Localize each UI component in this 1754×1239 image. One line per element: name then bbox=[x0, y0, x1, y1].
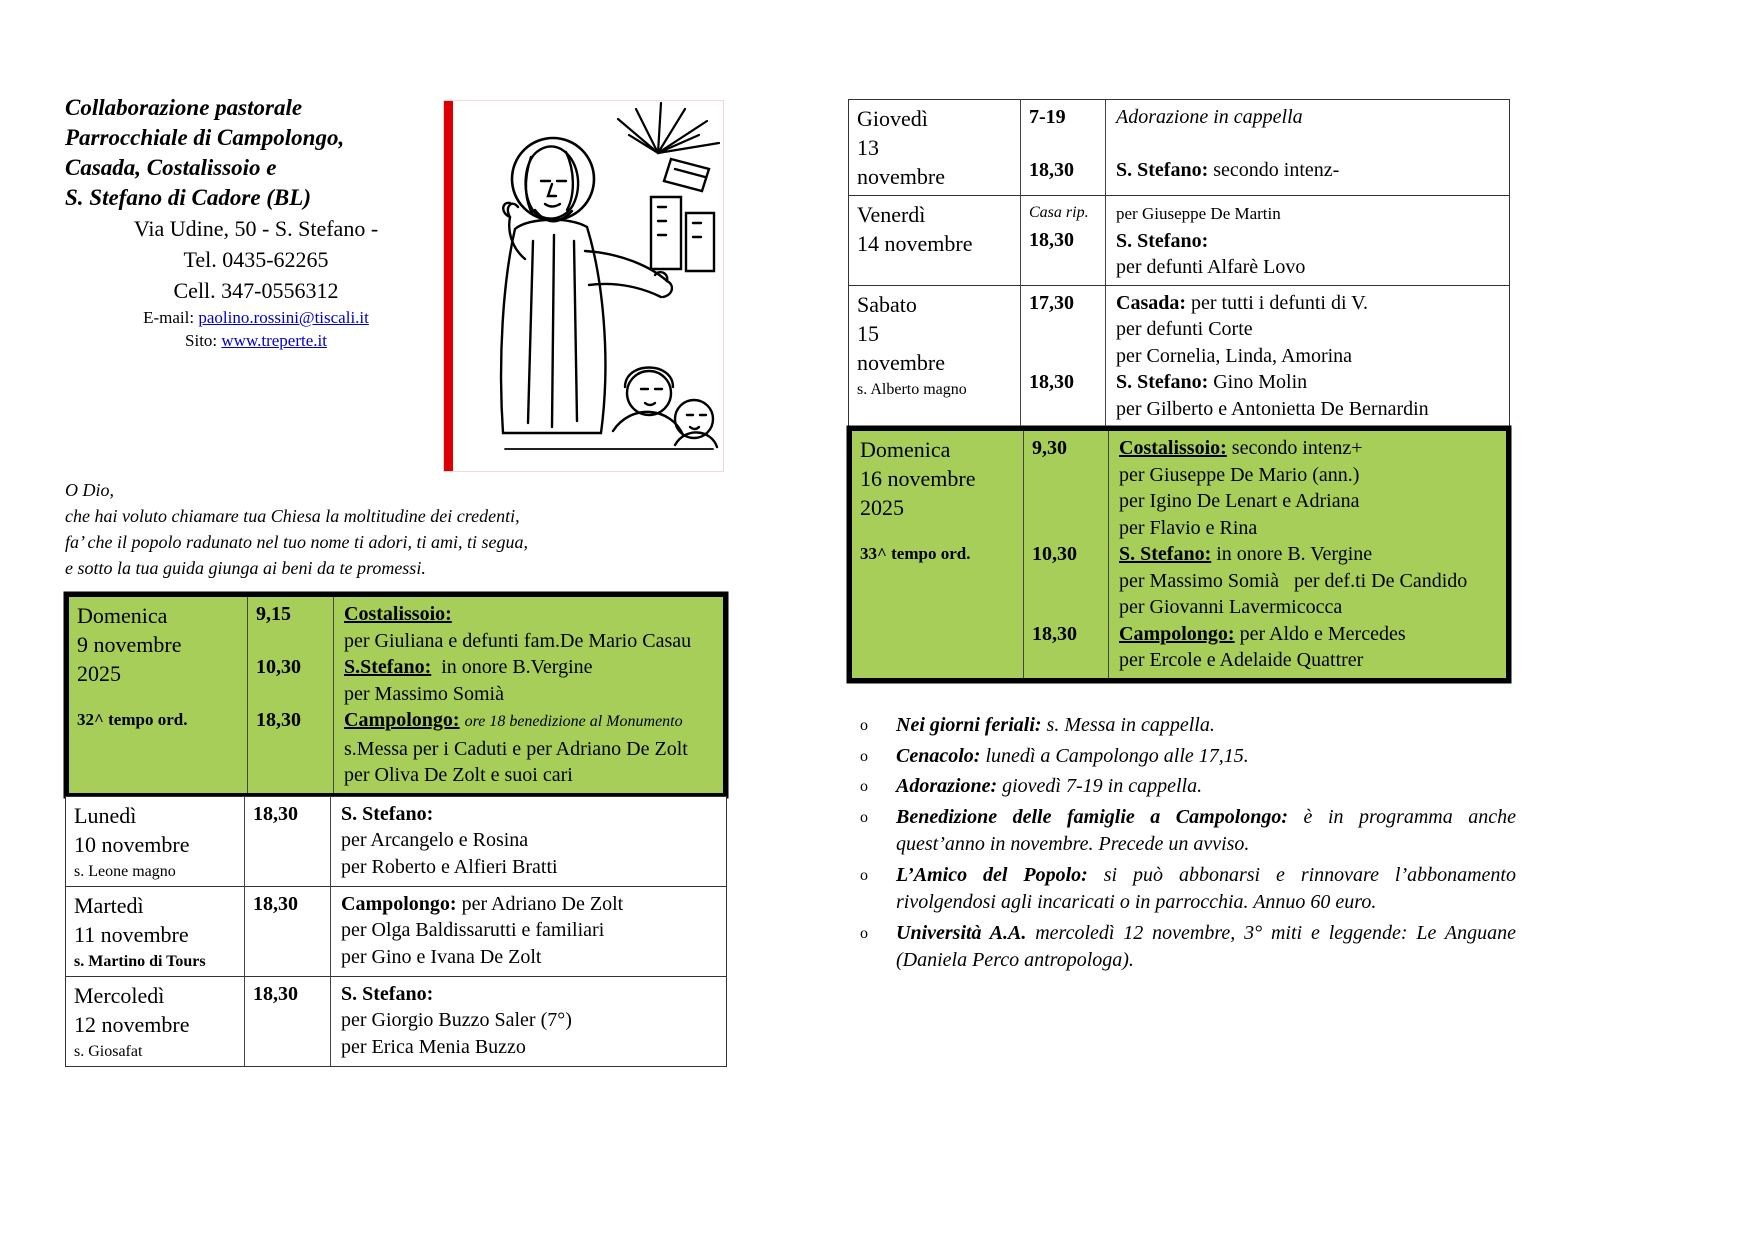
schedule-time-cell bbox=[245, 977, 331, 1066]
parish-title-line: Parrocchiale di Campolongo, bbox=[65, 125, 345, 150]
mass-time bbox=[1032, 515, 1106, 542]
notice-item bbox=[848, 804, 1516, 859]
mass-time bbox=[1029, 343, 1103, 370]
intention-segment: S.Stefano: bbox=[344, 656, 432, 678]
intention-segment: S. Stefano: bbox=[341, 982, 434, 1005]
schedule-day: novembre bbox=[857, 349, 945, 375]
schedule-day: Venerdì bbox=[857, 202, 926, 227]
notice-body: giovedì 7-19 in cappella. bbox=[997, 775, 1203, 797]
mass-time bbox=[253, 917, 328, 944]
schedule-day: 2025 bbox=[860, 495, 904, 520]
schedule-day-cell bbox=[66, 977, 245, 1066]
website-link[interactable]: www.treperte.it bbox=[221, 331, 327, 350]
mass-intention-line bbox=[1116, 254, 1507, 281]
mass-time bbox=[1029, 316, 1103, 343]
schedule-day: 13 bbox=[857, 135, 879, 160]
mass-time bbox=[253, 1007, 328, 1034]
mass-time: 18,30 bbox=[1032, 622, 1077, 645]
schedule-day: 15 bbox=[857, 320, 879, 346]
parish-header bbox=[65, 93, 447, 352]
opening-prayer bbox=[65, 477, 705, 581]
email-line bbox=[65, 306, 447, 329]
schedule-day-cell bbox=[849, 100, 1021, 195]
intention-segment: per tutti i defunti di V. bbox=[1186, 291, 1369, 314]
notice-text bbox=[896, 920, 1516, 975]
notice-bullet: o bbox=[860, 808, 868, 826]
mass-intention-line bbox=[344, 601, 721, 628]
schedule-right-row bbox=[848, 195, 1510, 286]
schedule-day: Sabato bbox=[857, 291, 917, 317]
liturgical-note: s. Giosafat bbox=[74, 1042, 143, 1060]
schedule-time-cell bbox=[248, 597, 334, 793]
notice-body: è in programma anche quest’anno in novembre. Precede un avviso. bbox=[896, 805, 1516, 855]
schedule-content-cell bbox=[331, 887, 726, 976]
intention-segment: per Adriano De Zolt bbox=[456, 892, 624, 915]
mass-time: Casa rip. bbox=[1029, 204, 1089, 221]
intention-segment: per Ercole e Adelaide Quattrer bbox=[1119, 649, 1364, 671]
schedule-day: Lunedì bbox=[74, 802, 137, 828]
schedule-content-cell bbox=[334, 597, 723, 793]
schedule-day-cell bbox=[849, 196, 1021, 285]
intention-segment: S. Stefano: bbox=[341, 802, 434, 825]
mass-intention-line bbox=[1116, 343, 1507, 370]
mass-intention-line bbox=[1116, 104, 1507, 131]
intention-segment: Campolongo: bbox=[1119, 622, 1235, 645]
liturgical-note: s. Leone magno bbox=[74, 862, 176, 880]
email-link[interactable]: paolino.rossini@tiscali.it bbox=[198, 308, 369, 327]
intention-segment: per defunti Corte bbox=[1116, 318, 1253, 340]
notice-text bbox=[896, 862, 1516, 917]
mass-time: 9,30 bbox=[1032, 437, 1067, 459]
mass-intention-line bbox=[1119, 647, 1504, 674]
intention-segment: Costalissoio: bbox=[344, 603, 452, 625]
notice-bullet: o bbox=[860, 778, 868, 795]
mass-intention-line bbox=[1119, 435, 1504, 462]
parish-title-line: Collaborazione pastorale bbox=[65, 95, 303, 120]
mass-time bbox=[1032, 462, 1106, 489]
jesus-line-art-drawing bbox=[453, 101, 725, 473]
notice-item bbox=[848, 862, 1516, 917]
parish-notices bbox=[848, 712, 1516, 978]
intention-segment: Casada: bbox=[1116, 291, 1187, 314]
schedule-time-cell bbox=[245, 797, 331, 886]
mass-intention-line bbox=[1119, 462, 1504, 489]
mass-time bbox=[1029, 131, 1103, 158]
notice-lead: Cenacolo: bbox=[896, 744, 981, 767]
intention-segment: per Massimo Somià per def.ti De Candido bbox=[1119, 569, 1468, 592]
red-accent-bar bbox=[444, 101, 453, 471]
liturgical-note: s. Alberto magno bbox=[857, 380, 967, 398]
mass-intention-line bbox=[1119, 621, 1504, 648]
mass-time: 9,15 bbox=[256, 603, 291, 625]
mass-time: 10,30 bbox=[256, 656, 301, 678]
mass-time bbox=[253, 827, 328, 854]
notice-bullet: o bbox=[860, 717, 868, 734]
liturgical-note: 32^ tempo ord. bbox=[77, 710, 188, 729]
intention-segment: per Gino e Ivana De Zolt bbox=[341, 945, 542, 968]
mass-intention-line bbox=[1116, 131, 1507, 158]
mass-time: 18,30 bbox=[253, 802, 298, 825]
schedule-time-cell bbox=[245, 887, 331, 976]
mass-time bbox=[256, 628, 331, 655]
notice-item bbox=[848, 743, 1516, 771]
intention-segment: Campolongo: bbox=[344, 709, 460, 731]
schedule-day: novembre bbox=[857, 164, 945, 189]
schedule-content-cell bbox=[1106, 286, 1509, 427]
notice-text bbox=[896, 712, 1516, 740]
intention-segment: s.Messa per i Caduti e per Adriano De Zolt bbox=[344, 737, 688, 760]
mass-time: 17,30 bbox=[1029, 291, 1074, 314]
intention-segment: per Gilberto e Antonietta De Bernardin bbox=[1116, 397, 1429, 420]
mass-intention-line bbox=[341, 1007, 724, 1034]
schedule-time-cell bbox=[1021, 100, 1106, 195]
schedule-content-cell bbox=[331, 977, 726, 1066]
mass-intention-line bbox=[344, 707, 721, 736]
schedule-right-row bbox=[848, 99, 1510, 196]
mass-time bbox=[1029, 396, 1103, 423]
schedule-day-cell bbox=[852, 431, 1024, 678]
notice-lead: Università A.A. bbox=[896, 921, 1027, 944]
schedule-day: 11 novembre bbox=[74, 921, 189, 947]
notice-bullet: o bbox=[860, 747, 868, 765]
intention-segment: per Massimo Somià bbox=[344, 682, 504, 705]
mass-schedule-table-left bbox=[65, 593, 727, 1067]
schedule-day: 2025 bbox=[77, 661, 121, 686]
intention-segment: S. Stefano: bbox=[1116, 229, 1209, 252]
mass-intention-line bbox=[1116, 157, 1507, 184]
mass-intention-line bbox=[341, 854, 724, 881]
mass-time bbox=[253, 944, 328, 971]
notice-body: si può abbonarsi e rinnovare l’abbonamento rivolgendosi agli incaricati o in parrocchia. Annuo 60 euro. bbox=[896, 863, 1516, 913]
mass-intention-line bbox=[344, 736, 721, 763]
mass-time bbox=[1029, 253, 1103, 280]
mass-intention-line bbox=[1119, 515, 1504, 542]
intention-segment: S. Stefano: bbox=[1119, 543, 1212, 565]
intention-segment: per Giovanni Lavermicocca bbox=[1119, 596, 1343, 618]
schedule-day: 10 novembre bbox=[74, 831, 190, 857]
mass-time bbox=[1032, 647, 1106, 674]
notice-text bbox=[896, 773, 1516, 801]
prayer-line: che hai voluto chiamare tua Chiesa la moltitudine dei credenti, bbox=[65, 506, 520, 526]
mass-time bbox=[256, 734, 331, 761]
mass-intention-line bbox=[344, 654, 721, 681]
mass-intention-line bbox=[1119, 568, 1504, 595]
mass-time bbox=[1032, 594, 1106, 621]
schedule-left-row bbox=[65, 593, 727, 797]
mass-intention-line bbox=[344, 681, 721, 708]
mass-time: 10,30 bbox=[1032, 543, 1077, 565]
jesus-illustration bbox=[443, 100, 724, 472]
mass-intention-line bbox=[1116, 290, 1507, 317]
mass-intention-line bbox=[1116, 369, 1507, 396]
intention-segment: per Cornelia, Linda, Amorina bbox=[1116, 344, 1353, 367]
mass-time: 18,30 bbox=[253, 982, 298, 1005]
mass-intention-line bbox=[1116, 228, 1507, 255]
notice-bullet: o bbox=[860, 866, 868, 884]
notice-lead: Nei giorni feriali: bbox=[896, 714, 1042, 736]
schedule-content-cell bbox=[1109, 431, 1506, 678]
intention-segment: per Olga Baldissarutti e familiari bbox=[341, 919, 605, 941]
notice-text bbox=[896, 804, 1516, 859]
mass-intention-line bbox=[341, 944, 724, 971]
parish-title bbox=[65, 93, 447, 213]
cell-line: Cell. 347-0556312 bbox=[173, 278, 339, 303]
mass-intention-line bbox=[344, 628, 721, 655]
intention-segment: per Aldo e Mercedes bbox=[1234, 622, 1406, 645]
intention-segment: in onore B. Vergine bbox=[1211, 543, 1373, 565]
prayer-line: fa’ che il popolo radunato nel tuo nome ti adori, ti ami, ti segua, bbox=[65, 532, 528, 552]
mass-time bbox=[256, 681, 331, 708]
intention-segment: per Erica Menia Buzzo bbox=[341, 1035, 526, 1058]
prayer-line: O Dio, bbox=[65, 480, 114, 500]
notice-text bbox=[896, 743, 1516, 771]
intention-segment: S. Stefano: bbox=[1116, 371, 1209, 393]
schedule-day: Martedì bbox=[74, 892, 144, 918]
mass-time bbox=[253, 1034, 328, 1061]
intention-segment: per Giuliana e defunti fam.De Mario Casau bbox=[344, 629, 692, 652]
mass-intention-line bbox=[1116, 396, 1507, 423]
intention-segment: per defunti Alfarè Lovo bbox=[1116, 256, 1306, 278]
notice-item bbox=[848, 920, 1516, 975]
notice-lead: L’Amico del Popolo: bbox=[896, 863, 1088, 886]
intention-segment: in onore B.Vergine bbox=[431, 656, 593, 678]
notice-body: lunedì a Campolongo alle 17,15. bbox=[980, 744, 1249, 767]
mass-time bbox=[253, 854, 328, 881]
schedule-time-cell bbox=[1021, 196, 1106, 285]
site-label: Sito: bbox=[185, 331, 222, 350]
mass-time: 18,30 bbox=[256, 709, 301, 731]
intention-segment: per Giorgio Buzzo Saler (7°) bbox=[341, 1009, 572, 1031]
schedule-content-cell bbox=[1106, 100, 1509, 195]
notice-item bbox=[848, 712, 1516, 740]
parish-title-line: S. Stefano di Cadore (BL) bbox=[65, 185, 311, 210]
prayer-line: e sotto la tua guida giunga ai beni da te promessi. bbox=[65, 558, 426, 578]
liturgical-note: 33^ tempo ord. bbox=[860, 544, 971, 563]
schedule-day: Mercoledì bbox=[74, 982, 165, 1008]
schedule-content-cell bbox=[331, 797, 726, 886]
schedule-time-cell bbox=[1021, 286, 1106, 427]
mass-intention-line bbox=[1119, 594, 1504, 621]
notice-bullet: o bbox=[860, 924, 868, 942]
intention-segment: per Arcangelo e Rosina bbox=[341, 829, 529, 851]
intention-segment: per Igino De Lenart e Adriana bbox=[1119, 490, 1360, 512]
mass-intention-line bbox=[344, 762, 721, 789]
schedule-day: Domenica bbox=[860, 437, 951, 462]
mass-intention-line bbox=[341, 827, 724, 854]
intention-segment: ore 18 benedizione al Monumento bbox=[464, 713, 683, 730]
mass-intention-line bbox=[1116, 200, 1507, 228]
mass-time: 18,30 bbox=[1029, 228, 1074, 251]
notice-item bbox=[848, 773, 1516, 801]
intention-segment: per Giuseppe De Mario (ann.) bbox=[1119, 463, 1360, 486]
schedule-day-cell bbox=[66, 797, 245, 886]
mass-intention-line bbox=[341, 801, 724, 828]
mass-time: 18,30 bbox=[253, 892, 298, 915]
schedule-left-row bbox=[65, 886, 727, 977]
schedule-left-row bbox=[65, 796, 727, 887]
schedule-right-row bbox=[848, 285, 1510, 428]
mass-intention-line bbox=[341, 891, 724, 918]
intention-segment: per Flavio e Rina bbox=[1119, 516, 1258, 539]
schedule-day: Domenica bbox=[77, 603, 168, 628]
intention-segment: Adorazione in cappella bbox=[1116, 106, 1303, 128]
address-line: Via Udine, 50 - S. Stefano - bbox=[133, 216, 379, 241]
intention-segment: per Oliva De Zolt e suoi cari bbox=[344, 764, 573, 786]
schedule-day: 14 novembre bbox=[857, 231, 973, 256]
mass-time: 7-19 bbox=[1029, 106, 1066, 128]
parish-title-line: Casada, Costalissoio e bbox=[65, 155, 277, 180]
schedule-day: Giovedì bbox=[857, 106, 928, 131]
notice-body: s. Messa in cappella. bbox=[1041, 714, 1215, 736]
mass-intention-line bbox=[341, 917, 724, 944]
mass-schedule-table-right bbox=[848, 100, 1510, 682]
mass-intention-line bbox=[1116, 316, 1507, 343]
liturgical-note: s. Martino di Tours bbox=[74, 952, 206, 970]
site-line bbox=[65, 329, 447, 352]
intention-segment: secondo intenz- bbox=[1208, 159, 1340, 181]
intention-segment: Gino Molin bbox=[1208, 371, 1308, 393]
mass-time bbox=[1032, 568, 1106, 595]
intention-segment: Costalissoio: bbox=[1119, 437, 1227, 459]
mass-time bbox=[256, 760, 331, 787]
notice-body: mercoledì 12 novembre, 3° miti e leggende: Le Anguane (Daniela Perco antropologa). bbox=[896, 921, 1516, 971]
schedule-day-cell bbox=[69, 597, 248, 793]
intention-segment: Campolongo: bbox=[341, 892, 457, 915]
mass-intention-line bbox=[341, 981, 724, 1008]
intention-segment: secondo intenz+ bbox=[1226, 437, 1363, 459]
schedule-day: 16 novembre bbox=[860, 466, 976, 491]
mass-time bbox=[1032, 488, 1106, 515]
intention-segment: S. Stefano: bbox=[1116, 159, 1209, 181]
schedule-content-cell bbox=[1106, 196, 1509, 285]
schedule-left-row bbox=[65, 976, 727, 1067]
notice-lead: Benedizione delle famiglie a Campolongo: bbox=[896, 805, 1289, 828]
notice-lead: Adorazione: bbox=[896, 775, 998, 797]
mass-time: 18,30 bbox=[1029, 159, 1074, 181]
mass-intention-line bbox=[1119, 541, 1504, 568]
mass-time: 18,30 bbox=[1029, 371, 1074, 393]
mass-intention-line bbox=[341, 1034, 724, 1061]
intention-segment: per Roberto e Alfieri Bratti bbox=[341, 855, 558, 878]
schedule-day-cell bbox=[849, 286, 1021, 427]
schedule-day-cell bbox=[66, 887, 245, 976]
telephone-line: Tel. 0435-62265 bbox=[183, 247, 329, 272]
schedule-time-cell bbox=[1024, 431, 1109, 678]
intention-segment: per Giuseppe De Martin bbox=[1116, 204, 1281, 223]
schedule-day: 12 novembre bbox=[74, 1011, 190, 1037]
schedule-day: 9 novembre bbox=[77, 632, 182, 657]
mass-intention-line bbox=[1119, 488, 1504, 515]
email-label: E-mail: bbox=[143, 308, 199, 327]
schedule-right-row bbox=[848, 427, 1510, 682]
